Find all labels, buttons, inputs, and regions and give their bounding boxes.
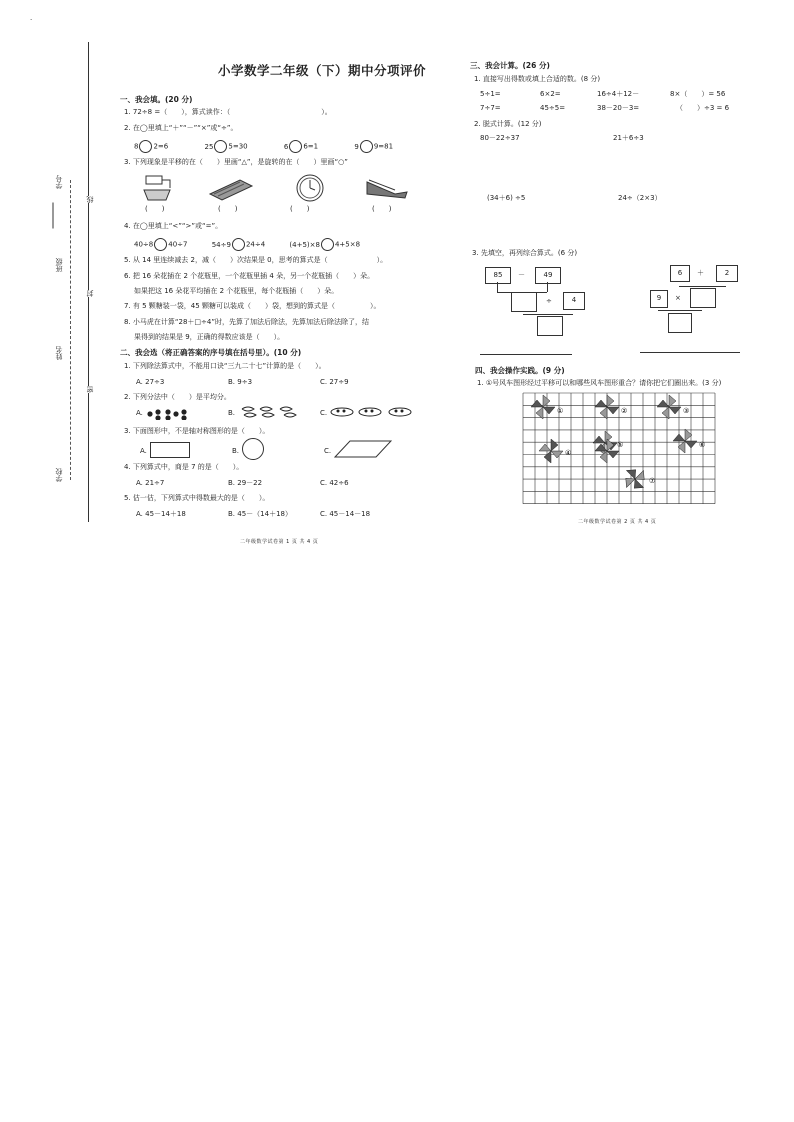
windmill-icon[interactable] — [657, 395, 681, 419]
op-circle[interactable] — [360, 140, 373, 153]
s3-r2c4: （ ）÷3 = 6 — [676, 104, 730, 112]
answer-line-1[interactable] — [480, 354, 572, 355]
s2-q5-opt-a[interactable]: A. 45－14＋18 — [136, 510, 186, 518]
s2-q2-opt-b[interactable]: B. — [228, 409, 236, 417]
s3-r1c3: 16÷4＋12－ — [597, 90, 640, 98]
q4-a-left: 40÷8 — [134, 240, 154, 249]
section4-heading: 四、我会操作实践。(9 分) — [475, 366, 565, 375]
s3-r2c1: 7÷7= — [480, 104, 501, 112]
s1-q7: 7. 有 5 颗糖装一袋，45 颗糖可以装成（ ）袋，想到的算式是（ ）。 — [124, 302, 381, 310]
s1-q2-prompt: 2. 在◯里填上“＋”“－”“×”或“÷”。 — [124, 124, 238, 132]
s4-q1: 1. ①号风车图形经过平移可以和哪些风车图形重合？请你把它们圈出来。(3 分) — [477, 379, 722, 387]
q4-c-left: (4+5)×8 — [289, 240, 320, 249]
fish-grouping-picture — [240, 403, 306, 419]
keyboard-picture — [208, 176, 254, 202]
s3-q1: 1. 直接写出得数或填上合适的数。(8 分) — [474, 75, 601, 83]
dots-grouping-picture — [146, 404, 194, 420]
student-id-line — [53, 203, 54, 229]
op-circle[interactable] — [214, 140, 227, 153]
s2-q5-opt-c[interactable]: C. 45－14－18 — [320, 510, 371, 518]
s2-q4: 4. 下列算式中，商是 7 的是（ ）。 — [124, 463, 244, 471]
flow2-connector — [679, 286, 726, 287]
q2-a-right: 2=6 — [153, 142, 169, 151]
flow2-box-b: 2 — [716, 265, 738, 282]
flow2-answer-1[interactable] — [690, 288, 716, 308]
q3-blank-4[interactable]: ( ) — [372, 205, 392, 213]
s2-q3-opt-c[interactable]: C. — [324, 447, 332, 455]
s2-q1-opt-b[interactable]: B. 9÷3 — [228, 378, 253, 386]
flow1-op2: ÷ — [546, 297, 552, 305]
s3-q3: 3. 先填空，再列综合算式。(6 分) — [472, 249, 578, 257]
s2-q4-opt-b[interactable]: B. 29－22 — [228, 479, 263, 487]
flow1-answer-1[interactable] — [511, 292, 537, 312]
footer-left: 二年级数学试卷第 1 页 共 4 页 — [240, 539, 319, 545]
flow1-connector — [547, 282, 548, 292]
flow2-box-a: 6 — [670, 265, 690, 282]
q2-a-left: 8 — [134, 142, 139, 151]
q4-a-right: 40÷7 — [168, 240, 188, 249]
compare-circle[interactable] — [321, 238, 334, 251]
s2-q3: 3. 下面图形中，不是轴对称图形的是（ ）。 — [124, 427, 270, 435]
compare-circle[interactable] — [232, 238, 245, 251]
s1-q8a: 8. 小马虎在计算“28＋□÷4”时，先算了加法后除法，先算加法后除法除了，结 — [124, 318, 369, 326]
s3-calc-4: 24÷（2×3） — [618, 194, 662, 202]
s2-q3-opt-b[interactable]: B. — [232, 447, 240, 455]
q3-blank-1[interactable]: ( ) — [145, 205, 165, 213]
q2-b-left: 25 — [204, 142, 214, 151]
flow2-box-c: 9 — [650, 290, 668, 308]
seal-char-3: 密 — [86, 386, 94, 393]
s3-r1c4: 8×（ ）= 56 — [670, 90, 726, 98]
flow2-connector — [658, 310, 702, 311]
windmill-icon[interactable] — [539, 439, 563, 463]
q2-c-left: 6 — [283, 142, 289, 151]
binding-line — [88, 42, 89, 522]
s2-q1-opt-a[interactable]: A. 27÷3 — [136, 378, 165, 386]
op-circle[interactable] — [289, 140, 302, 153]
flow2-op2: × — [675, 294, 681, 302]
q4-b-left: 54÷9 — [211, 240, 231, 249]
student-id-label: 学号 — [55, 175, 63, 189]
s1-q2-items — [134, 140, 393, 153]
plates-grouping-picture — [330, 404, 416, 418]
flow2-answer-2[interactable] — [668, 313, 692, 333]
s3-calc-1: 80－22÷37 — [480, 134, 520, 142]
flow2-op1: ＋ — [697, 269, 704, 277]
s3-calc-3: (34＋6) ÷5 — [487, 194, 526, 202]
s3-r2c2: 45÷5= — [540, 104, 566, 112]
q2-d-right: 9=81 — [373, 142, 394, 151]
flow1-box-b: 49 — [535, 267, 561, 284]
school-label: 学校 — [55, 468, 63, 482]
page-title: 小学数学二年级（下）期中分项评价 — [218, 63, 427, 78]
windmill-label: ④ — [565, 449, 572, 457]
section1-heading: 一、我会填。(20 分) — [120, 95, 193, 104]
s1-q8b: 果得到的结果是 9，正确的得数应该是（ ）。 — [134, 333, 285, 341]
flow1-op1: － — [518, 271, 525, 279]
windmill-icon[interactable] — [531, 395, 555, 419]
windmill-label: ⑦ — [649, 477, 656, 485]
s1-q1: 1. 72÷8 =（ ），算式读作：（ ）。 — [124, 108, 332, 116]
s3-r1c2: 6×2= — [540, 90, 561, 98]
section3-heading: 三、我会计算。(26 分) — [470, 61, 550, 70]
clock-picture — [294, 172, 326, 204]
stapler-picture — [365, 174, 409, 202]
s2-q5: 5. 估一估，下列算式中得数最大的是（ ）。 — [124, 494, 270, 502]
s2-q1-opt-c[interactable]: C. 27÷9 — [320, 378, 349, 386]
windmill-grid — [521, 391, 717, 505]
flow1-box-c: 4 — [563, 292, 585, 310]
s2-q4-opt-a[interactable]: A. 21÷7 — [136, 479, 165, 487]
binding-dashed-line — [70, 180, 71, 480]
q2-c-right: 6=1 — [303, 142, 319, 151]
op-circle[interactable] — [139, 140, 152, 153]
windmill-icon[interactable] — [673, 429, 697, 453]
windmill-icon[interactable] — [595, 395, 619, 419]
windmill-label: ① — [557, 407, 564, 415]
q3-blank-3[interactable]: ( ) — [290, 205, 310, 213]
corner-mark: · — [30, 16, 33, 24]
flow1-connector — [497, 282, 498, 292]
s2-q2-opt-a[interactable]: A. — [136, 409, 143, 417]
s2-q1: 1. 下列除法算式中，不能用口诀“三九二十七”计算的是（ ）。 — [124, 362, 326, 370]
answer-line-2[interactable] — [640, 352, 740, 353]
flow1-box-a: 85 — [485, 267, 511, 284]
footer-right: 二年级数学试卷第 2 页 共 4 页 — [578, 519, 657, 525]
windmill-label: ③ — [683, 407, 690, 415]
seal-char-1: 线 — [86, 196, 94, 203]
s2-q2: 2. 下列分法中（ ）是平均分。 — [124, 393, 231, 401]
seal-char-2: 封 — [86, 290, 94, 297]
circle-shape — [242, 438, 264, 460]
s2-q2-opt-c[interactable]: C. — [320, 409, 328, 417]
q2-b-right: 5=30 — [228, 142, 248, 151]
class-label: 班级 — [55, 258, 63, 272]
parallelogram-shape — [334, 440, 392, 458]
s3-r1c1: 5÷1= — [480, 90, 501, 98]
s1-q5: 5. 从 14 里连续减去 2，减（ ）次结果是 0，思考的算式是（ ）。 — [124, 256, 388, 264]
q4-b-right: 24÷4 — [245, 240, 266, 249]
s3-q2: 2. 脱式计算。(12 分) — [474, 120, 542, 128]
s2-q5-opt-b[interactable]: B. 45－（14＋18） — [228, 510, 292, 518]
s1-q6b: 如果把这 16 朵花平均插在 2 个花瓶里，每个花瓶插（ ）朵。 — [134, 287, 339, 295]
flow1-connector — [523, 314, 573, 315]
windmill-label: ⑥ — [699, 441, 706, 449]
faucet-picture — [140, 172, 180, 204]
q3-blank-2[interactable]: ( ) — [218, 205, 238, 213]
s1-q3: 3. 下列现象是平移的在（ ）里画“△”，是旋转的在（ ）里画“○” — [124, 158, 348, 166]
rectangle-shape — [150, 442, 190, 458]
section2-heading: 二、我会选（将正确答案的序号填在括号里）。(10 分) — [120, 348, 302, 357]
q4-c-right: 4+5×8 — [334, 240, 361, 249]
flow1-answer-2[interactable] — [537, 316, 563, 336]
s1-q6a: 6. 把 16 朵花插在 2 个花瓶里，一个花瓶里插 4 朵，另一个花瓶插（ ）朵。 — [124, 272, 375, 280]
s3-r2c3: 38－20－3= — [597, 104, 640, 112]
q2-d-left: 9 — [354, 142, 359, 151]
s1-q4-items — [134, 238, 360, 251]
s1-q4-prompt: 4. 在◯里填上“<”“>”或“=”。 — [124, 222, 223, 230]
windmill-label: ② — [621, 407, 628, 415]
s2-q3-opt-a[interactable]: A. — [140, 447, 147, 455]
s2-q4-opt-c[interactable]: C. 42÷6 — [320, 479, 349, 487]
compare-circle[interactable] — [154, 238, 167, 251]
s3-calc-2: 21＋6÷3 — [613, 134, 644, 142]
name-label: 姓名 — [55, 346, 63, 360]
windmill-label: ⑤ — [617, 441, 624, 449]
